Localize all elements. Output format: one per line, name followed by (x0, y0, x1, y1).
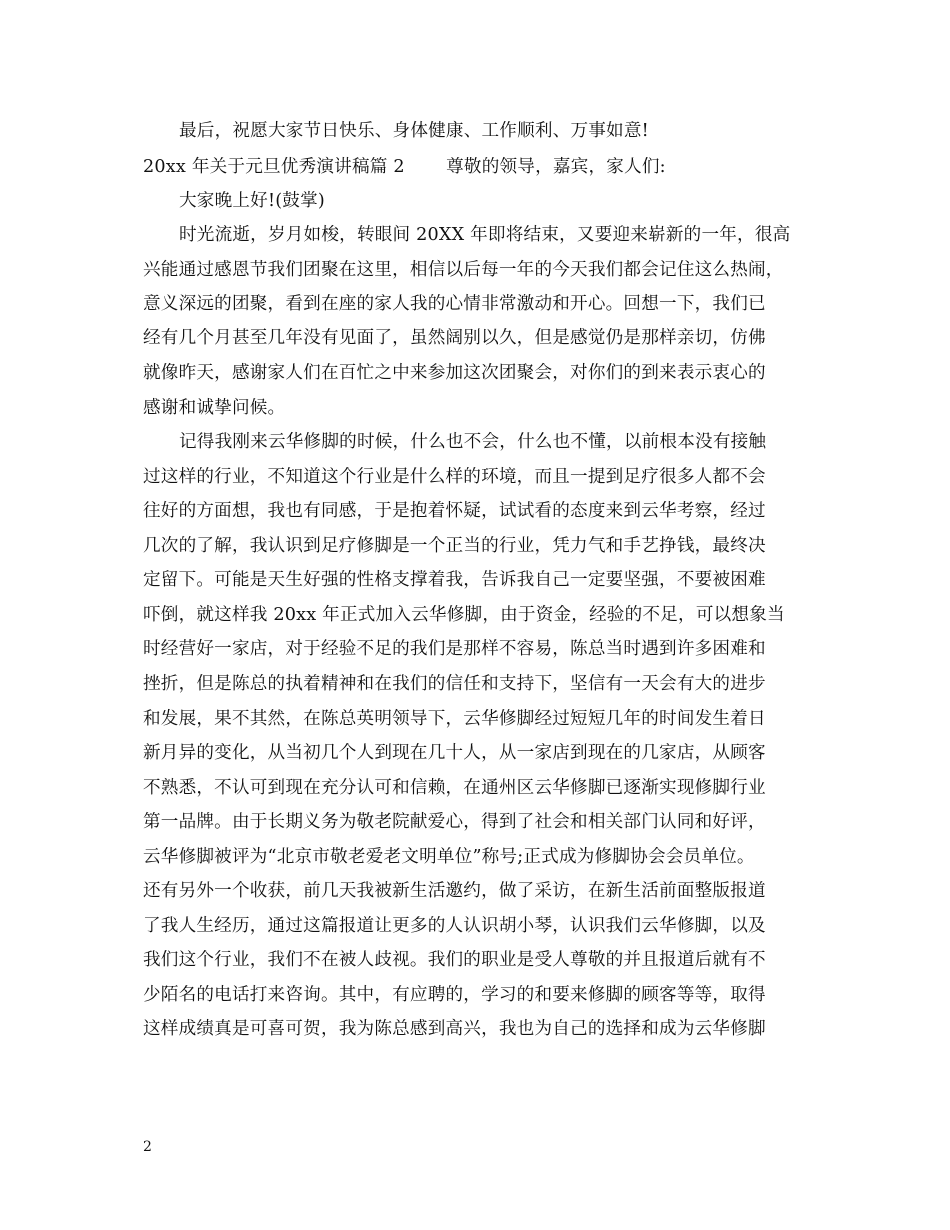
text-line: 兴能通过感恩节我们团聚在这里，相信以后每一年的今天我们都会记住这么热闹， (143, 260, 784, 280)
page-number: 2 (143, 1139, 152, 1155)
text-line: 我们这个行业，我们不在被人歧视。我们的职业是受人尊敬的并且报道后就有不 (143, 950, 766, 970)
text-line: 不熟悉，不认可到现在充分认可和信赖，在通州区云华修脚已逐渐实现修脚行业 (143, 778, 766, 798)
text-line: 就像昨天，感谢家人们在百忙之中来参加这次团聚会，对你们的到来表示衷心的 (143, 363, 766, 383)
text-line: 20xx 年关于元旦优秀演讲稿篇 2 尊敬的领导，嘉宾，家人们: (143, 157, 666, 177)
text-line: 云华修脚被评为“北京市敬老爱老文明单位”称号;正式成为修脚协会会员单位。 (143, 847, 755, 867)
text-line: 意义深远的团聚，看到在座的家人我的心情非常激动和开心。回想一下，我们已 (143, 294, 766, 314)
text-line: 吓倒，就这样我 20xx 年正式加入云华修脚，由于资金，经验的不足，可以想象当 (143, 605, 785, 625)
text-line: 过这样的行业，不知道这个行业是什么样的环境，而且一提到足疗很多人都不会 (143, 467, 766, 487)
text-line: 大家晚上好!(鼓掌) (179, 191, 325, 211)
text-line: 还有另外一个收获，前几天我被新生活邀约，做了采访，在新生活前面整版报道 (143, 881, 766, 901)
text-line: 第一品牌。由于长期义务为敬老院献爱心，得到了社会和相关部门认同和好评， (143, 812, 766, 832)
text-line: 记得我刚来云华修脚的时候，什么也不会，什么也不懂，以前根本没有接触 (179, 432, 767, 452)
text-line: 感谢和诚挚问候。 (143, 398, 286, 418)
text-line: 几次的了解，我认识到足疗修脚是一个正当的行业，凭力气和手艺挣钱，最终决 (143, 536, 766, 556)
text-line: 这样成绩真是可喜可贺，我为陈总感到高兴，我也为自己的选择和成为云华修脚 (143, 1019, 766, 1039)
text-line: 经有几个月甚至几年没有见面了，虽然阔别以久，但是感觉仍是那样亲切，仿佛 (143, 328, 766, 348)
text-line: 了我人生经历，通过这篇报道让更多的人认识胡小琴，认识我们云华修脚，以及 (143, 916, 766, 936)
text-line: 时光流逝，岁月如梭，转眼间 20XX 年即将结束，又要迎来崭新的一年，很高 (179, 225, 791, 245)
text-line: 往好的方面想，我也有同感，于是抱着怀疑，试试看的态度来到云华考察，经过 (143, 501, 766, 521)
text-line: 挫折，但是陈总的执着精神和在我们的信任和支持下，坚信有一天会有大的进步 (143, 674, 766, 694)
text-line: 和发展，果不其然，在陈总英明领导下，云华修脚经过短短几年的时间发生着日 (143, 709, 766, 729)
text-line: 新月异的变化，从当初几个人到现在几十人，从一家店到现在的几家店，从顾客 (143, 743, 766, 763)
text-line: 最后，祝愿大家节日快乐、身体健康、工作顺利、万事如意! (179, 121, 649, 141)
text-line: 少陌名的电话打来咨询。其中，有应聘的，学习的和要来修脚的顾客等等，取得 (143, 985, 766, 1005)
text-line: 定留下。可能是天生好强的性格支撑着我，告诉我自己一定要坚强，不要被困难 (143, 570, 766, 590)
text-line: 时经营好一家店，对于经验不足的我们是那样不容易，陈总当时遇到许多困难和 (143, 639, 766, 659)
